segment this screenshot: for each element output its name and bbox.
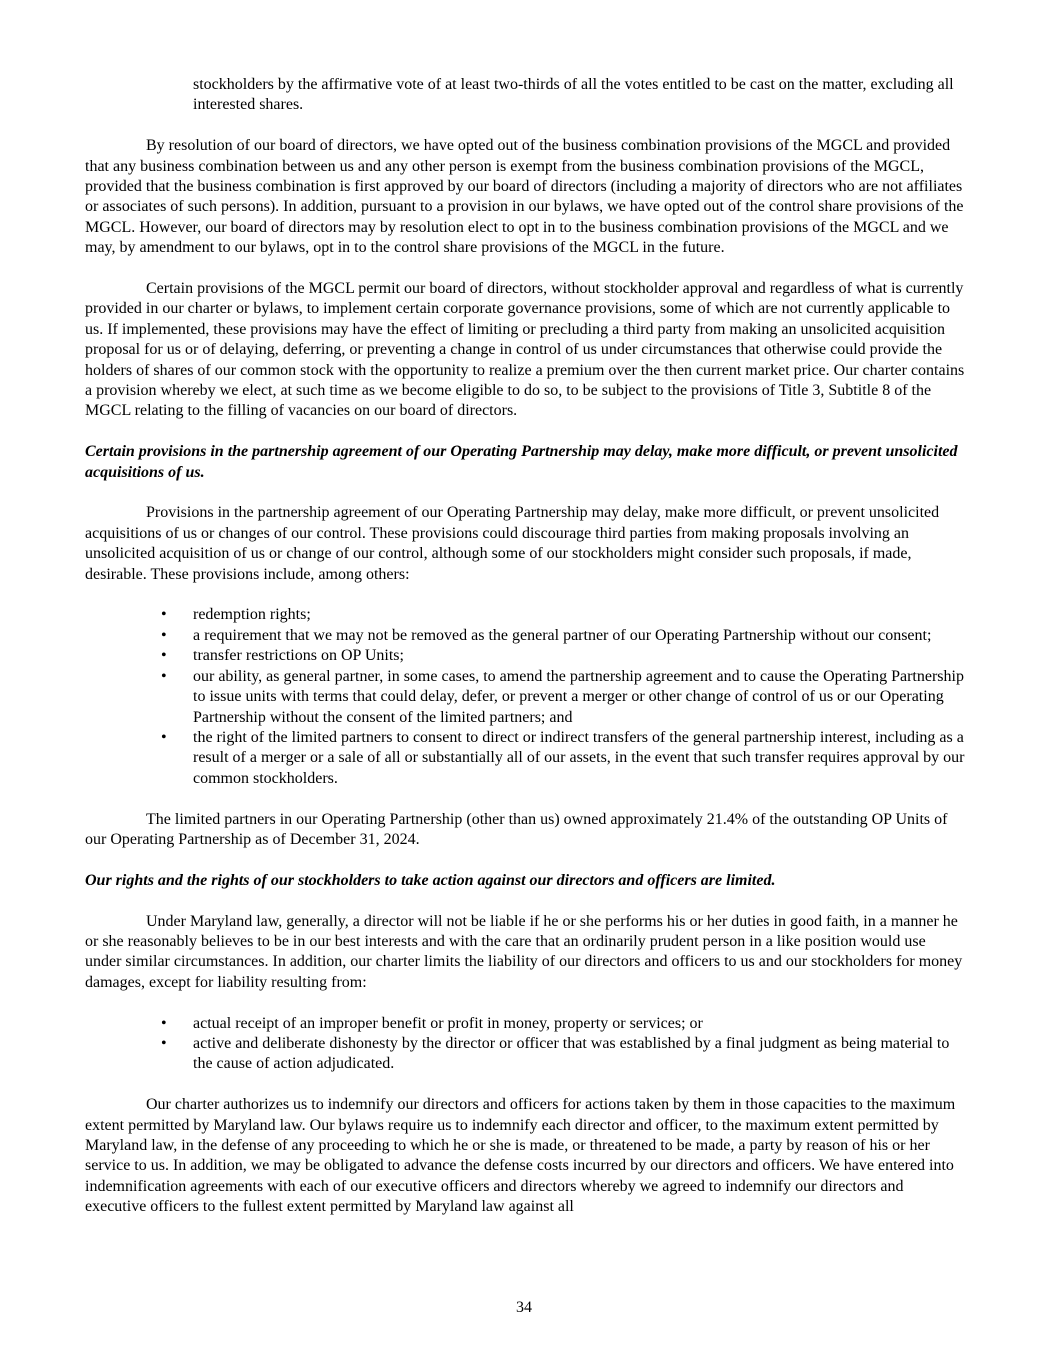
paragraph: The limited partners in our Operating Partnership (other than us) owned approximately 21.4% of the outstanding OP Units of our Operating Partnership as of December 31, 2024. (85, 810, 948, 848)
list-item: • actual receipt of an improper benefit or profit in money, property or services; or (85, 1014, 965, 1034)
list-item: • a requirement that we may not be removed as the general partner of our Operating Partnership without our consent; (85, 626, 965, 646)
bullet-list (85, 605, 965, 789)
list-item: • active and deliberate dishonesty by the director or officer that was established by a final judgment as being material to the cause of action adjudicated. (161, 1034, 950, 1073)
bullet: • (161, 626, 167, 644)
bullet: • (161, 1014, 167, 1032)
paragraph: Certain provisions of the MGCL permit our board of directors, without stockholder approval and regardless of what is currently provided in our charter or bylaws, to implement certain corporate governance provisions, some of which are not currently applicable to us. If implemented, these provisions may have the effect of limiting or precluding a third party from making an unsolicited acquisition proposal for us or of delaying, deferring, or preventing a change in control of us under circumstances that otherwise could provide the holders of shares of our common stock with the opportunity to realize a premium over the then current market price. Our charter contains a provision whereby we elect, at such time as we become eligible to do so, to be subject to the provisions of Title 3, Subtitle 8 of the MGCL relating to the filling of vacancies on our board of directors. (85, 280, 965, 420)
paragraph: Under Maryland law, generally, a director will not be liable if he or she performs his or her duties in good faith, in a manner he or she reasonably believes to be in our best interests and with the care that an ordinarily prudent person in a like position would use under similar circumstances. In addition, our charter limits the liability of our directors and officers to us and our stockholders for money damages, except for liability resulting from: (85, 912, 963, 991)
paragraph: By resolution of our board of directors, we have opted out of the business combination provisions of the MGCL and provided that any business combination between us and any other person is exempt from the business combination provisions of the MGCL, provided that the business combination is first approved by our board of directors (including a majority of directors who are not affiliates or associates of such persons). In addition, pursuant to a provision in our bylaws, we have opted out of the control share provisions of the MGCL. However, our board of directors may by resolution elect to opt in to the business combination provisions of the MGCL and we may, by amendment to our bylaws, opt in to the control share provisions of the MGCL in the future. (85, 137, 964, 257)
page-number: 34 (516, 1299, 532, 1316)
bullet: • (161, 647, 167, 665)
bullet: • (161, 728, 167, 746)
list-item: • transfer restrictions on OP Units; (85, 646, 965, 666)
list-item: • redemption rights; (85, 605, 965, 625)
paragraph-continuation: stockholders by the affirmative vote of at least two-thirds of all the votes entitled to be cast on the matter, excluding all interested shares. (193, 76, 954, 114)
section-heading: Certain provisions in the partnership agreement of our Operating Partnership may delay, make more difficult, or prevent unsolicited acquisitions of us. (85, 443, 958, 481)
list-item: • our ability, as general partner, in some cases, to amend the partnership agreement and to cause the Operating Partnership to issue units with terms that could delay, defer, or prevent a merger or other change of control of us or our Operating Partnership without the consent of the limited partners; and (161, 667, 964, 726)
bullet: • (161, 1034, 167, 1052)
paragraph: Provisions in the partnership agreement of our Operating Partnership may delay, make more difficult, or prevent unsolicited acquisitions of us or changes of our control. These provisions could discourage third parties from making proposals involving an unsolicited acquisition of us or change of our control, although some of our stockholders might consider such proposals, if made, desirable. These provisions include, among others: (85, 504, 940, 583)
bullet-list (85, 1014, 965, 1075)
bullet: • (161, 667, 167, 685)
document-page (85, 75, 965, 1238)
bullet: • (161, 606, 167, 624)
list-item: • the right of the limited partners to consent to direct or indirect transfers of the general partnership interest, including as a result of a merger or a sale of all or substantially all of our assets, in the event that such transfer requires approval by our common stockholders. (161, 728, 965, 787)
paragraph: Our charter authorizes us to indemnify our directors and officers for actions taken by them in those capacities to the maximum extent permitted by Maryland law. Our bylaws require us to indemnify each director and officer, to the maximum extent permitted by Maryland law, in the defense of any proceeding to which he or she is made, or threatened to be made, a party by reason of his or her service to us. In addition, we may be obligated to advance the defense costs incurred by our directors and officers. We have entered into indemnification agreements with each of our executive officers and directors whereby we agreed to indemnify our directors and executive officers to the fullest extent permitted by Maryland law against all (85, 1096, 956, 1216)
section-heading: Our rights and the rights of our stockholders to take action against our directors and officers are limited. (85, 871, 776, 889)
